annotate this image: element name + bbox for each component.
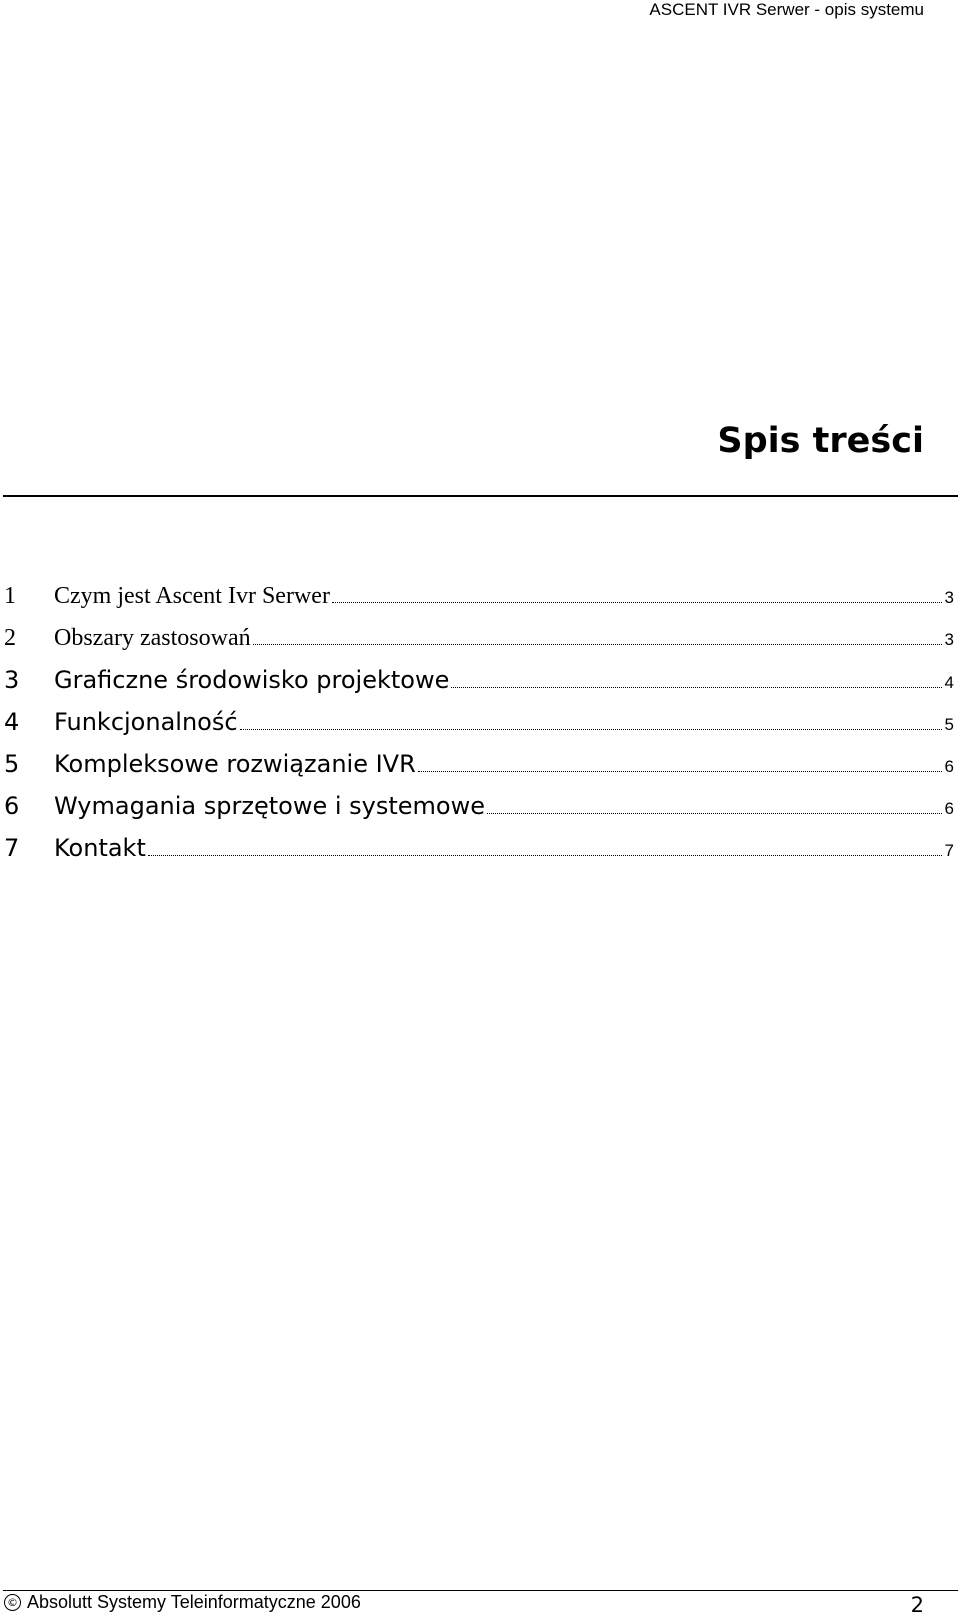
toc-entry-number: 3 bbox=[4, 666, 20, 694]
toc-entry-page: 7 bbox=[944, 841, 954, 860]
toc-entry-number: 1 bbox=[4, 583, 16, 609]
copyright-icon: © bbox=[4, 1594, 21, 1611]
toc-leader-dots bbox=[451, 687, 941, 688]
toc-entry-2[interactable] bbox=[0, 614, 960, 657]
toc-entry-title: Kontakt bbox=[54, 834, 146, 862]
toc-entry-5[interactable] bbox=[0, 740, 960, 783]
toc-entry-7[interactable] bbox=[0, 824, 960, 867]
toc-entry-4[interactable] bbox=[0, 698, 960, 741]
toc-entry-page: 5 bbox=[944, 715, 954, 734]
footer-text: Absolutt Systemy Teleinformatyczne 2006 bbox=[27, 1592, 361, 1612]
toc-leader-dots bbox=[253, 644, 942, 645]
toc-entry-3[interactable] bbox=[0, 656, 960, 699]
toc-entry-page: 3 bbox=[944, 588, 954, 607]
toc-leader-dots bbox=[240, 729, 942, 730]
toc-leader-dots bbox=[418, 771, 942, 772]
toc-entry-number: 4 bbox=[4, 708, 20, 736]
heading-divider bbox=[3, 495, 958, 497]
toc-leader-dots bbox=[487, 813, 942, 814]
toc-entry-title: Graficzne środowisko projektowe bbox=[54, 666, 450, 694]
toc-entry-1[interactable] bbox=[0, 572, 960, 615]
toc-entry-title: Wymagania sprzętowe i systemowe bbox=[54, 792, 485, 820]
toc-entry-page: 6 bbox=[944, 757, 954, 776]
toc-entry-title: Funkcjonalność bbox=[54, 708, 238, 736]
toc-entry-6[interactable] bbox=[0, 782, 960, 825]
toc-entry-title: Czym jest Ascent Ivr Serwer bbox=[54, 583, 330, 609]
toc-entry-number: 7 bbox=[4, 834, 20, 862]
toc-entry-page: 6 bbox=[944, 799, 954, 818]
toc-leader-dots bbox=[332, 602, 942, 603]
toc-entry-number: 6 bbox=[4, 792, 20, 820]
toc-entry-page: 3 bbox=[944, 630, 954, 649]
toc-heading: Spis treści bbox=[717, 421, 924, 461]
toc-leader-dots bbox=[148, 855, 942, 856]
toc-entry-title: Obszary zastosowań bbox=[54, 625, 251, 651]
page-number: 2 bbox=[910, 1593, 924, 1617]
toc-entry-number: 2 bbox=[4, 625, 16, 651]
footer bbox=[4, 1591, 361, 1613]
running-header: ASCENT IVR Serwer - opis systemu bbox=[649, 0, 924, 19]
toc-entry-number: 5 bbox=[4, 750, 20, 778]
toc-entry-title: Kompleksowe rozwiązanie IVR bbox=[54, 750, 416, 778]
toc-entry-page: 4 bbox=[944, 673, 954, 692]
